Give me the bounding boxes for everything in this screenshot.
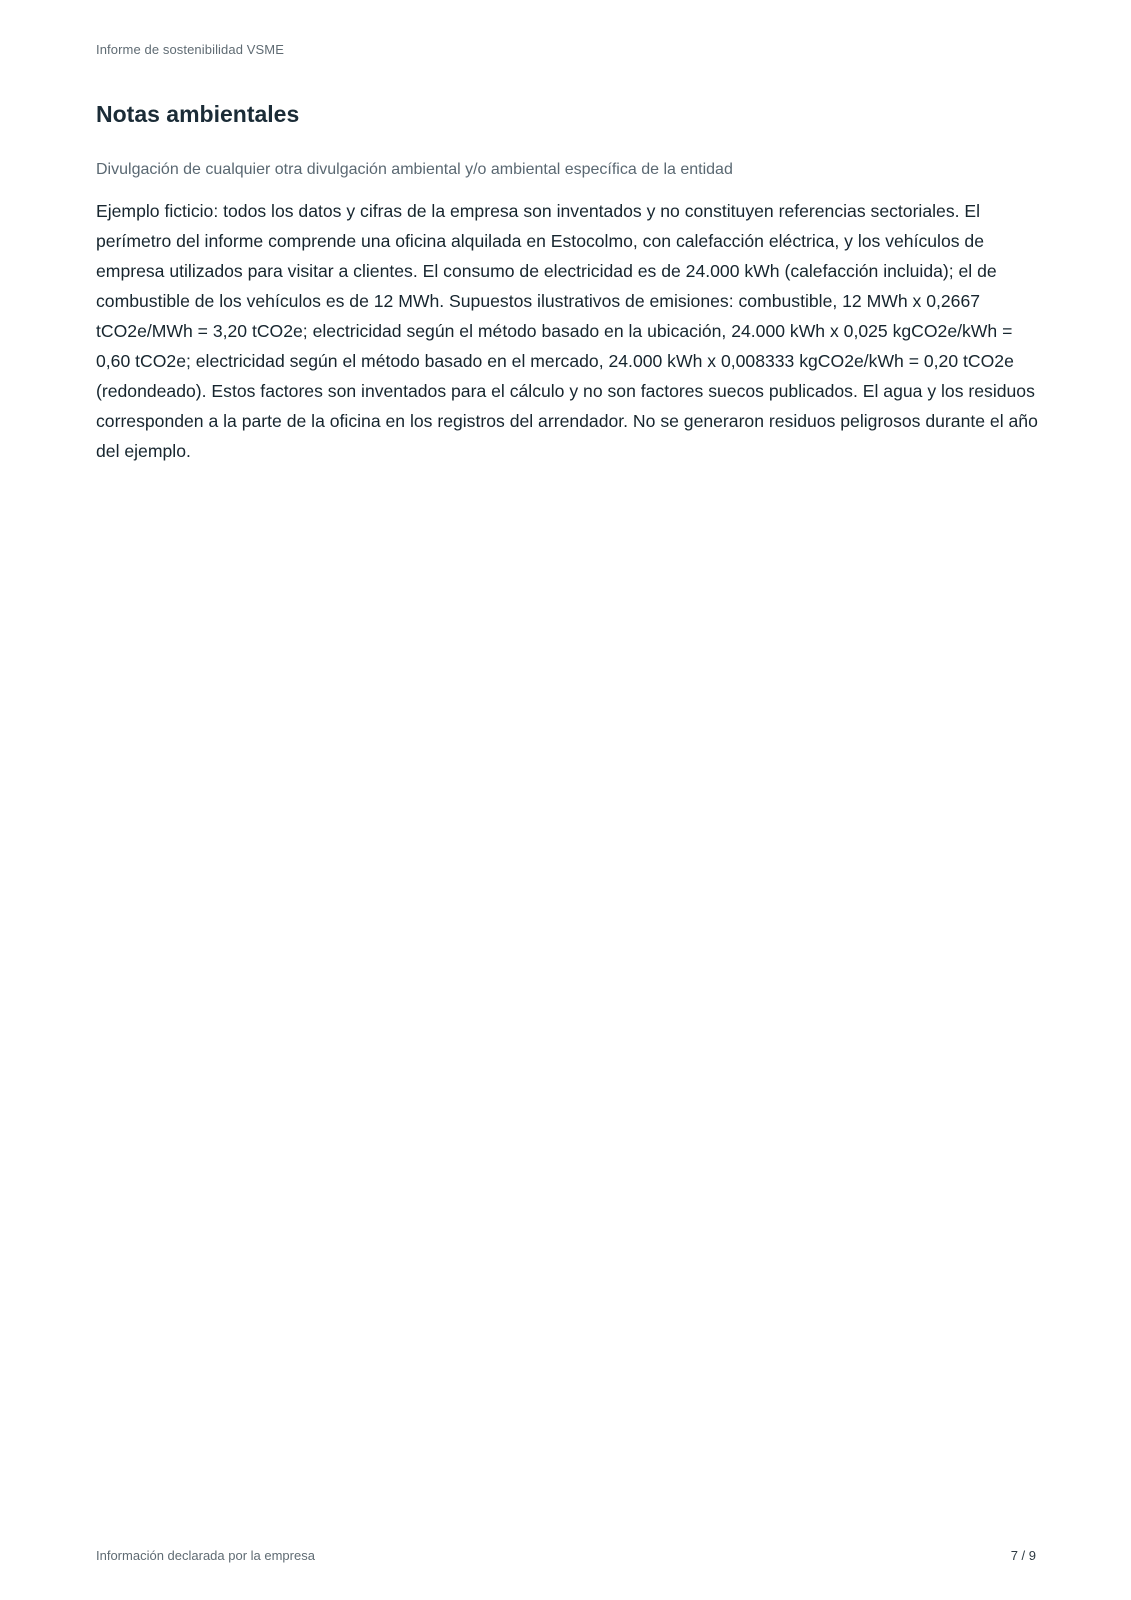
disclosure-label: Divulgación de cualquier otra divulgación ambiental y/o ambiental específica de la entidad bbox=[96, 161, 733, 178]
section-title: Notas ambientales bbox=[96, 101, 300, 127]
disclosure-text: Ejemplo ficticio: todos los datos y cifras de la empresa son inventados y no constituyen referencias sectoriales. El perímetro del informe comprende una oficina alquilada en Estocolmo, con calefacción eléctrica, y los vehículos de empresa utilizados para visitar a clientes. El consumo de electricidad es de 24.000 kWh (calefacción incluida); el de combustible de los vehículos es de 12 MWh. Supuestos ilustrativos de emisiones: combustible, 12 MWh x 0,2667 tCO2e/MWh = 3,20 tCO2e; electricidad según el método basado en la ubicación, 24.000 kWh x 0,025 kgCO2e/kWh = 0,60 tCO2e; electricidad según el método basado en el mercado, 24.000 kWh x 0,008333 kgCO2e/kWh = 0,20 tCO2e (redondeado). Estos factores son inventados para el cálculo y no son factores suecos publicados. El agua y los residuos corresponden a la parte de la oficina en los registros del arrendador. No se generaron residuos peligrosos durante el año del ejemplo. bbox=[96, 201, 1038, 461]
running-header: Informe de sostenibilidad VSME bbox=[96, 42, 284, 57]
running-footer: Información declarada por la empresa bbox=[96, 1548, 315, 1563]
page-number: 7 / 9 bbox=[1010, 1548, 1036, 1563]
